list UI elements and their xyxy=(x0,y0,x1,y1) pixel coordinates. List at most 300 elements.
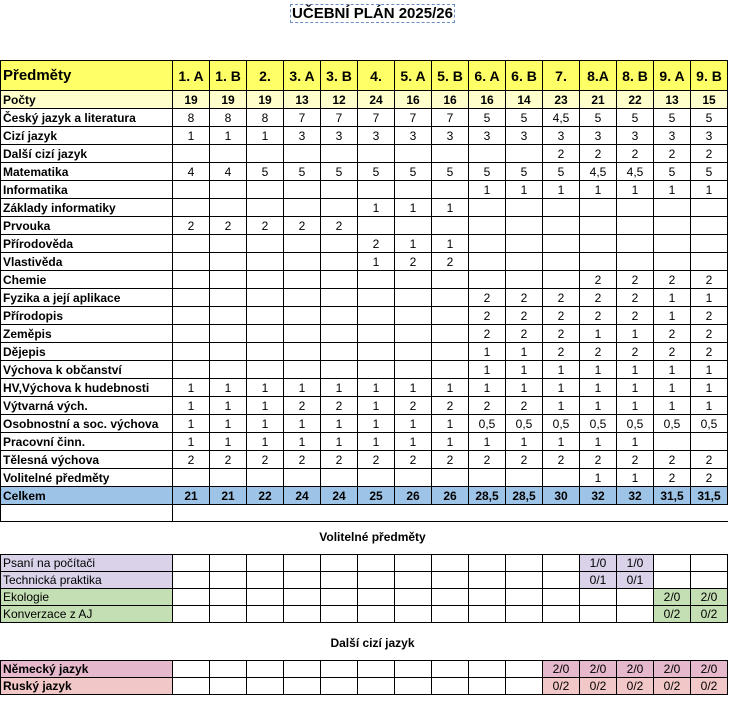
hours-cell[interactable]: 1 xyxy=(358,379,395,397)
count-cell[interactable]: 23 xyxy=(543,91,580,109)
hours-cell[interactable]: 1 xyxy=(469,181,506,199)
hours-cell[interactable] xyxy=(432,325,469,343)
hours-cell[interactable] xyxy=(358,145,395,163)
electives-value-cell[interactable] xyxy=(173,606,210,623)
hours-cell[interactable] xyxy=(284,181,321,199)
hours-cell[interactable] xyxy=(210,181,247,199)
hours-cell[interactable]: 2 xyxy=(617,451,654,469)
hours-cell[interactable]: 7 xyxy=(321,109,358,127)
total-cell[interactable]: 31,5 xyxy=(691,487,728,505)
hours-cell[interactable] xyxy=(358,343,395,361)
hours-cell[interactable]: 7 xyxy=(432,109,469,127)
hours-cell[interactable] xyxy=(469,271,506,289)
subject-name-cell[interactable]: Fyzika a její aplikace xyxy=(1,289,173,307)
hours-cell[interactable]: 3 xyxy=(654,127,691,145)
hours-cell[interactable] xyxy=(173,181,210,199)
hours-cell[interactable]: 2 xyxy=(691,325,728,343)
hours-cell[interactable] xyxy=(173,307,210,325)
electives-value-cell[interactable]: 2/0 xyxy=(691,589,728,606)
hours-cell[interactable] xyxy=(395,469,432,487)
total-cell[interactable]: 30 xyxy=(543,487,580,505)
languages-value-cell[interactable]: 0/2 xyxy=(617,678,654,695)
electives-value-cell[interactable]: 1/0 xyxy=(617,555,654,572)
languages-value-cell[interactable]: 0/2 xyxy=(691,678,728,695)
hours-cell[interactable]: 1 xyxy=(580,379,617,397)
hours-cell[interactable] xyxy=(173,289,210,307)
hours-cell[interactable]: 2 xyxy=(432,451,469,469)
hours-cell[interactable]: 8 xyxy=(247,109,284,127)
hours-cell[interactable]: 2 xyxy=(543,307,580,325)
electives-value-cell[interactable] xyxy=(358,589,395,606)
hours-cell[interactable]: 2 xyxy=(580,271,617,289)
hours-cell[interactable]: 5 xyxy=(506,109,543,127)
hours-cell[interactable] xyxy=(210,235,247,253)
subject-name-cell[interactable]: Přírodopis xyxy=(1,307,173,325)
header-class-cell[interactable]: 5. B xyxy=(432,61,469,91)
subject-name-cell[interactable]: HV,Výchova k hudebnosti xyxy=(1,379,173,397)
hours-cell[interactable] xyxy=(691,217,728,235)
hours-cell[interactable] xyxy=(469,235,506,253)
hours-cell[interactable] xyxy=(432,271,469,289)
electives-value-cell[interactable] xyxy=(210,572,247,589)
languages-value-cell[interactable] xyxy=(469,661,506,678)
electives-value-cell[interactable] xyxy=(210,589,247,606)
hours-cell[interactable]: 1 xyxy=(617,397,654,415)
hours-cell[interactable] xyxy=(432,469,469,487)
total-cell[interactable]: 28,5 xyxy=(469,487,506,505)
hours-cell[interactable] xyxy=(321,235,358,253)
electives-value-cell[interactable] xyxy=(691,555,728,572)
electives-name-cell[interactable]: Ekologie xyxy=(1,589,173,606)
electives-value-cell[interactable] xyxy=(469,555,506,572)
languages-value-cell[interactable] xyxy=(210,661,247,678)
electives-value-cell[interactable] xyxy=(321,572,358,589)
hours-cell[interactable] xyxy=(617,253,654,271)
hours-cell[interactable]: 1 xyxy=(247,127,284,145)
header-class-cell[interactable]: 2. xyxy=(247,61,284,91)
count-cell[interactable]: 12 xyxy=(321,91,358,109)
electives-value-cell[interactable] xyxy=(284,589,321,606)
hours-cell[interactable]: 2 xyxy=(654,469,691,487)
electives-value-cell[interactable] xyxy=(395,589,432,606)
hours-cell[interactable]: 1 xyxy=(617,433,654,451)
hours-cell[interactable] xyxy=(580,199,617,217)
hours-cell[interactable] xyxy=(284,469,321,487)
hours-cell[interactable] xyxy=(173,343,210,361)
hours-cell[interactable]: 4,5 xyxy=(617,163,654,181)
hours-cell[interactable]: 5 xyxy=(395,163,432,181)
hours-cell[interactable]: 2 xyxy=(580,307,617,325)
hours-cell[interactable]: 1 xyxy=(395,415,432,433)
hours-cell[interactable]: 5 xyxy=(506,163,543,181)
hours-cell[interactable] xyxy=(210,361,247,379)
hours-cell[interactable] xyxy=(506,145,543,163)
hours-cell[interactable] xyxy=(321,145,358,163)
hours-cell[interactable] xyxy=(284,199,321,217)
hours-cell[interactable]: 2 xyxy=(617,271,654,289)
hours-cell[interactable]: 1 xyxy=(691,181,728,199)
hours-cell[interactable]: 2 xyxy=(284,217,321,235)
hours-cell[interactable]: 5 xyxy=(358,163,395,181)
hours-cell[interactable]: 5 xyxy=(543,163,580,181)
languages-value-cell[interactable] xyxy=(358,661,395,678)
total-cell[interactable]: 21 xyxy=(210,487,247,505)
header-class-cell[interactable]: 8.A xyxy=(580,61,617,91)
counts-label-cell[interactable]: Počty xyxy=(1,91,173,109)
hours-cell[interactable]: 2 xyxy=(432,253,469,271)
header-class-cell[interactable]: 7. xyxy=(543,61,580,91)
electives-value-cell[interactable] xyxy=(321,606,358,623)
header-class-cell[interactable]: 9. A xyxy=(654,61,691,91)
hours-cell[interactable] xyxy=(654,235,691,253)
header-class-cell[interactable]: 9. B xyxy=(691,61,728,91)
hours-cell[interactable] xyxy=(358,361,395,379)
hours-cell[interactable] xyxy=(580,235,617,253)
hours-cell[interactable]: 5 xyxy=(432,163,469,181)
hours-cell[interactable] xyxy=(247,145,284,163)
electives-value-cell[interactable] xyxy=(284,606,321,623)
hours-cell[interactable] xyxy=(432,289,469,307)
electives-value-cell[interactable] xyxy=(506,572,543,589)
hours-cell[interactable]: 1 xyxy=(580,397,617,415)
hours-cell[interactable]: 1 xyxy=(580,469,617,487)
subject-name-cell[interactable]: Základy informatiky xyxy=(1,199,173,217)
hours-cell[interactable] xyxy=(210,343,247,361)
hours-cell[interactable]: 2 xyxy=(580,289,617,307)
subject-name-cell[interactable]: Přírodověda xyxy=(1,235,173,253)
hours-cell[interactable]: 1 xyxy=(654,181,691,199)
hours-cell[interactable]: 2 xyxy=(580,145,617,163)
hours-cell[interactable] xyxy=(358,325,395,343)
languages-value-cell[interactable] xyxy=(321,661,358,678)
hours-cell[interactable]: 2 xyxy=(247,451,284,469)
total-cell[interactable]: 32 xyxy=(617,487,654,505)
hours-cell[interactable]: 1 xyxy=(654,379,691,397)
hours-cell[interactable] xyxy=(173,271,210,289)
hours-cell[interactable]: 2 xyxy=(543,343,580,361)
hours-cell[interactable]: 1 xyxy=(210,397,247,415)
hours-cell[interactable] xyxy=(432,343,469,361)
hours-cell[interactable]: 5 xyxy=(580,109,617,127)
electives-value-cell[interactable] xyxy=(173,589,210,606)
header-class-cell[interactable]: 3. A xyxy=(284,61,321,91)
hours-cell[interactable] xyxy=(284,271,321,289)
hours-cell[interactable] xyxy=(469,253,506,271)
hours-cell[interactable]: 1 xyxy=(617,379,654,397)
hours-cell[interactable]: 2 xyxy=(543,451,580,469)
hours-cell[interactable]: 1 xyxy=(506,361,543,379)
hours-cell[interactable]: 1 xyxy=(358,253,395,271)
blank-cell[interactable] xyxy=(1,505,173,522)
languages-value-cell[interactable] xyxy=(173,678,210,695)
hours-cell[interactable]: 1 xyxy=(543,181,580,199)
hours-cell[interactable]: 1 xyxy=(321,433,358,451)
header-class-cell[interactable]: 1. B xyxy=(210,61,247,91)
hours-cell[interactable] xyxy=(210,145,247,163)
hours-cell[interactable] xyxy=(580,253,617,271)
hours-cell[interactable]: 4 xyxy=(173,163,210,181)
hours-cell[interactable] xyxy=(321,343,358,361)
hours-cell[interactable]: 2 xyxy=(469,397,506,415)
hours-cell[interactable] xyxy=(395,361,432,379)
hours-cell[interactable]: 1 xyxy=(617,469,654,487)
blank-cell[interactable] xyxy=(173,505,728,522)
hours-cell[interactable]: 4,5 xyxy=(543,109,580,127)
subject-name-cell[interactable]: Další cizí jazyk xyxy=(1,145,173,163)
electives-value-cell[interactable]: 2/0 xyxy=(654,589,691,606)
subject-name-cell[interactable]: Volitelné předměty xyxy=(1,469,173,487)
total-cell[interactable]: 25 xyxy=(358,487,395,505)
hours-cell[interactable]: 1 xyxy=(543,397,580,415)
hours-cell[interactable]: 1 xyxy=(358,415,395,433)
hours-cell[interactable] xyxy=(173,361,210,379)
hours-cell[interactable]: 3 xyxy=(617,127,654,145)
hours-cell[interactable]: 1 xyxy=(432,433,469,451)
header-class-cell[interactable]: 6. A xyxy=(469,61,506,91)
hours-cell[interactable]: 2 xyxy=(358,235,395,253)
hours-cell[interactable]: 0,5 xyxy=(691,415,728,433)
hours-cell[interactable]: 2 xyxy=(432,397,469,415)
hours-cell[interactable] xyxy=(247,469,284,487)
hours-cell[interactable]: 3 xyxy=(580,127,617,145)
hours-cell[interactable] xyxy=(173,235,210,253)
hours-cell[interactable] xyxy=(247,271,284,289)
total-cell[interactable]: 26 xyxy=(395,487,432,505)
hours-cell[interactable]: 3 xyxy=(506,127,543,145)
total-cell[interactable]: 28,5 xyxy=(506,487,543,505)
electives-value-cell[interactable] xyxy=(543,572,580,589)
hours-cell[interactable] xyxy=(691,199,728,217)
hours-cell[interactable]: 2 xyxy=(654,325,691,343)
electives-name-cell[interactable]: Psaní na počítači xyxy=(1,555,173,572)
hours-cell[interactable]: 1 xyxy=(654,361,691,379)
hours-cell[interactable]: 1 xyxy=(654,289,691,307)
count-cell[interactable]: 19 xyxy=(247,91,284,109)
subject-name-cell[interactable]: Informatika xyxy=(1,181,173,199)
hours-cell[interactable] xyxy=(617,235,654,253)
hours-cell[interactable]: 3 xyxy=(321,127,358,145)
hours-cell[interactable]: 2 xyxy=(617,145,654,163)
electives-value-cell[interactable] xyxy=(358,572,395,589)
languages-value-cell[interactable] xyxy=(432,661,469,678)
hours-cell[interactable] xyxy=(210,271,247,289)
hours-cell[interactable] xyxy=(358,289,395,307)
hours-cell[interactable]: 5 xyxy=(469,109,506,127)
hours-cell[interactable]: 2 xyxy=(691,343,728,361)
total-cell[interactable]: 24 xyxy=(321,487,358,505)
languages-name-cell[interactable]: Německý jazyk xyxy=(1,661,173,678)
hours-cell[interactable] xyxy=(358,307,395,325)
subject-name-cell[interactable]: Pracovní činn. xyxy=(1,433,173,451)
hours-cell[interactable] xyxy=(173,469,210,487)
hours-cell[interactable]: 1 xyxy=(506,181,543,199)
count-cell[interactable]: 15 xyxy=(691,91,728,109)
hours-cell[interactable]: 2 xyxy=(506,451,543,469)
hours-cell[interactable] xyxy=(210,469,247,487)
hours-cell[interactable]: 7 xyxy=(395,109,432,127)
hours-cell[interactable]: 2 xyxy=(395,253,432,271)
hours-cell[interactable]: 1 xyxy=(432,235,469,253)
hours-cell[interactable]: 1 xyxy=(543,433,580,451)
hours-cell[interactable]: 2 xyxy=(654,343,691,361)
subject-name-cell[interactable]: Český jazyk a literatura xyxy=(1,109,173,127)
subject-name-cell[interactable]: Výchova k občanství xyxy=(1,361,173,379)
hours-cell[interactable]: 1 xyxy=(543,361,580,379)
hours-cell[interactable]: 2 xyxy=(506,325,543,343)
hours-cell[interactable] xyxy=(543,253,580,271)
hours-cell[interactable] xyxy=(395,289,432,307)
hours-cell[interactable]: 2 xyxy=(691,451,728,469)
subject-name-cell[interactable]: Prvouka xyxy=(1,217,173,235)
hours-cell[interactable]: 2 xyxy=(617,307,654,325)
subject-name-cell[interactable]: Osobnostní a soc. výchova xyxy=(1,415,173,433)
electives-value-cell[interactable] xyxy=(617,606,654,623)
hours-cell[interactable]: 5 xyxy=(284,163,321,181)
electives-name-cell[interactable]: Konverzace z AJ xyxy=(1,606,173,623)
hours-cell[interactable] xyxy=(358,271,395,289)
hours-cell[interactable]: 5 xyxy=(247,163,284,181)
hours-cell[interactable]: 1 xyxy=(654,307,691,325)
header-subjects-cell[interactable]: Předměty xyxy=(1,61,173,91)
hours-cell[interactable]: 0,5 xyxy=(469,415,506,433)
electives-value-cell[interactable] xyxy=(284,555,321,572)
hours-cell[interactable]: 2 xyxy=(654,271,691,289)
electives-value-cell[interactable]: 1/0 xyxy=(580,555,617,572)
subject-name-cell[interactable]: Vlastivěda xyxy=(1,253,173,271)
hours-cell[interactable] xyxy=(247,235,284,253)
electives-value-cell[interactable] xyxy=(395,606,432,623)
hours-cell[interactable] xyxy=(173,145,210,163)
hours-cell[interactable]: 2 xyxy=(284,451,321,469)
languages-value-cell[interactable] xyxy=(321,678,358,695)
hours-cell[interactable]: 3 xyxy=(691,127,728,145)
electives-name-cell[interactable]: Technická praktika xyxy=(1,572,173,589)
hours-cell[interactable] xyxy=(284,307,321,325)
subject-name-cell[interactable]: Výtvarná vých. xyxy=(1,397,173,415)
hours-cell[interactable] xyxy=(432,217,469,235)
hours-cell[interactable] xyxy=(321,289,358,307)
hours-cell[interactable]: 1 xyxy=(691,361,728,379)
hours-cell[interactable]: 2 xyxy=(395,451,432,469)
header-class-cell[interactable]: 3. B xyxy=(321,61,358,91)
hours-cell[interactable]: 2 xyxy=(173,217,210,235)
hours-cell[interactable]: 1 xyxy=(284,415,321,433)
hours-cell[interactable]: 5 xyxy=(691,163,728,181)
hours-cell[interactable] xyxy=(432,145,469,163)
hours-cell[interactable]: 5 xyxy=(321,163,358,181)
hours-cell[interactable]: 1 xyxy=(210,379,247,397)
hours-cell[interactable]: 1 xyxy=(617,361,654,379)
hours-cell[interactable] xyxy=(247,325,284,343)
languages-value-cell[interactable]: 2/0 xyxy=(580,661,617,678)
hours-cell[interactable]: 5 xyxy=(691,109,728,127)
languages-value-cell[interactable]: 2/0 xyxy=(691,661,728,678)
hours-cell[interactable]: 1 xyxy=(617,181,654,199)
hours-cell[interactable]: 7 xyxy=(284,109,321,127)
hours-cell[interactable]: 1 xyxy=(173,433,210,451)
hours-cell[interactable]: 1 xyxy=(395,199,432,217)
hours-cell[interactable] xyxy=(543,235,580,253)
hours-cell[interactable]: 1 xyxy=(543,379,580,397)
header-class-cell[interactable]: 5. A xyxy=(395,61,432,91)
hours-cell[interactable] xyxy=(395,145,432,163)
subject-name-cell[interactable]: Dějepis xyxy=(1,343,173,361)
languages-value-cell[interactable]: 2/0 xyxy=(543,661,580,678)
languages-value-cell[interactable]: 0/2 xyxy=(543,678,580,695)
hours-cell[interactable] xyxy=(395,271,432,289)
electives-value-cell[interactable] xyxy=(395,572,432,589)
hours-cell[interactable] xyxy=(543,199,580,217)
electives-value-cell[interactable] xyxy=(580,589,617,606)
total-label-cell[interactable]: Celkem xyxy=(1,487,173,505)
hours-cell[interactable]: 2 xyxy=(691,145,728,163)
hours-cell[interactable] xyxy=(395,217,432,235)
subject-name-cell[interactable]: Chemie xyxy=(1,271,173,289)
hours-cell[interactable] xyxy=(506,217,543,235)
hours-cell[interactable] xyxy=(432,307,469,325)
hours-cell[interactable]: 1 xyxy=(469,361,506,379)
count-cell[interactable]: 16 xyxy=(469,91,506,109)
hours-cell[interactable] xyxy=(321,253,358,271)
electives-value-cell[interactable] xyxy=(506,555,543,572)
hours-cell[interactable]: 2 xyxy=(395,397,432,415)
hours-cell[interactable] xyxy=(691,253,728,271)
hours-cell[interactable]: 1 xyxy=(395,433,432,451)
hours-cell[interactable]: 1 xyxy=(469,433,506,451)
hours-cell[interactable]: 2 xyxy=(654,145,691,163)
hours-cell[interactable]: 2 xyxy=(210,451,247,469)
electives-value-cell[interactable] xyxy=(617,589,654,606)
hours-cell[interactable] xyxy=(321,325,358,343)
hours-cell[interactable] xyxy=(469,469,506,487)
hours-cell[interactable] xyxy=(210,325,247,343)
hours-cell[interactable] xyxy=(173,253,210,271)
hours-cell[interactable] xyxy=(617,199,654,217)
hours-cell[interactable]: 0,5 xyxy=(580,415,617,433)
hours-cell[interactable] xyxy=(247,253,284,271)
electives-value-cell[interactable] xyxy=(432,606,469,623)
hours-cell[interactable]: 1 xyxy=(432,199,469,217)
hours-cell[interactable]: 1 xyxy=(506,379,543,397)
hours-cell[interactable] xyxy=(321,181,358,199)
subject-name-cell[interactable]: Cizí jazyk xyxy=(1,127,173,145)
languages-value-cell[interactable]: 2/0 xyxy=(654,661,691,678)
electives-value-cell[interactable] xyxy=(284,572,321,589)
hours-cell[interactable] xyxy=(284,145,321,163)
hours-cell[interactable] xyxy=(469,145,506,163)
electives-value-cell[interactable] xyxy=(691,572,728,589)
total-cell[interactable]: 32 xyxy=(580,487,617,505)
hours-cell[interactable] xyxy=(210,199,247,217)
hours-cell[interactable]: 2 xyxy=(284,397,321,415)
electives-value-cell[interactable] xyxy=(469,589,506,606)
count-cell[interactable]: 16 xyxy=(432,91,469,109)
hours-cell[interactable]: 1 xyxy=(284,379,321,397)
electives-value-cell[interactable]: 0/1 xyxy=(580,572,617,589)
hours-cell[interactable]: 2 xyxy=(173,451,210,469)
electives-value-cell[interactable] xyxy=(543,555,580,572)
hours-cell[interactable]: 1 xyxy=(358,433,395,451)
count-cell[interactable]: 24 xyxy=(358,91,395,109)
hours-cell[interactable]: 0,5 xyxy=(654,415,691,433)
hours-cell[interactable] xyxy=(284,253,321,271)
hours-cell[interactable] xyxy=(506,199,543,217)
hours-cell[interactable]: 5 xyxy=(654,109,691,127)
hours-cell[interactable]: 2 xyxy=(617,343,654,361)
hours-cell[interactable] xyxy=(506,469,543,487)
hours-cell[interactable] xyxy=(173,199,210,217)
hours-cell[interactable] xyxy=(395,325,432,343)
